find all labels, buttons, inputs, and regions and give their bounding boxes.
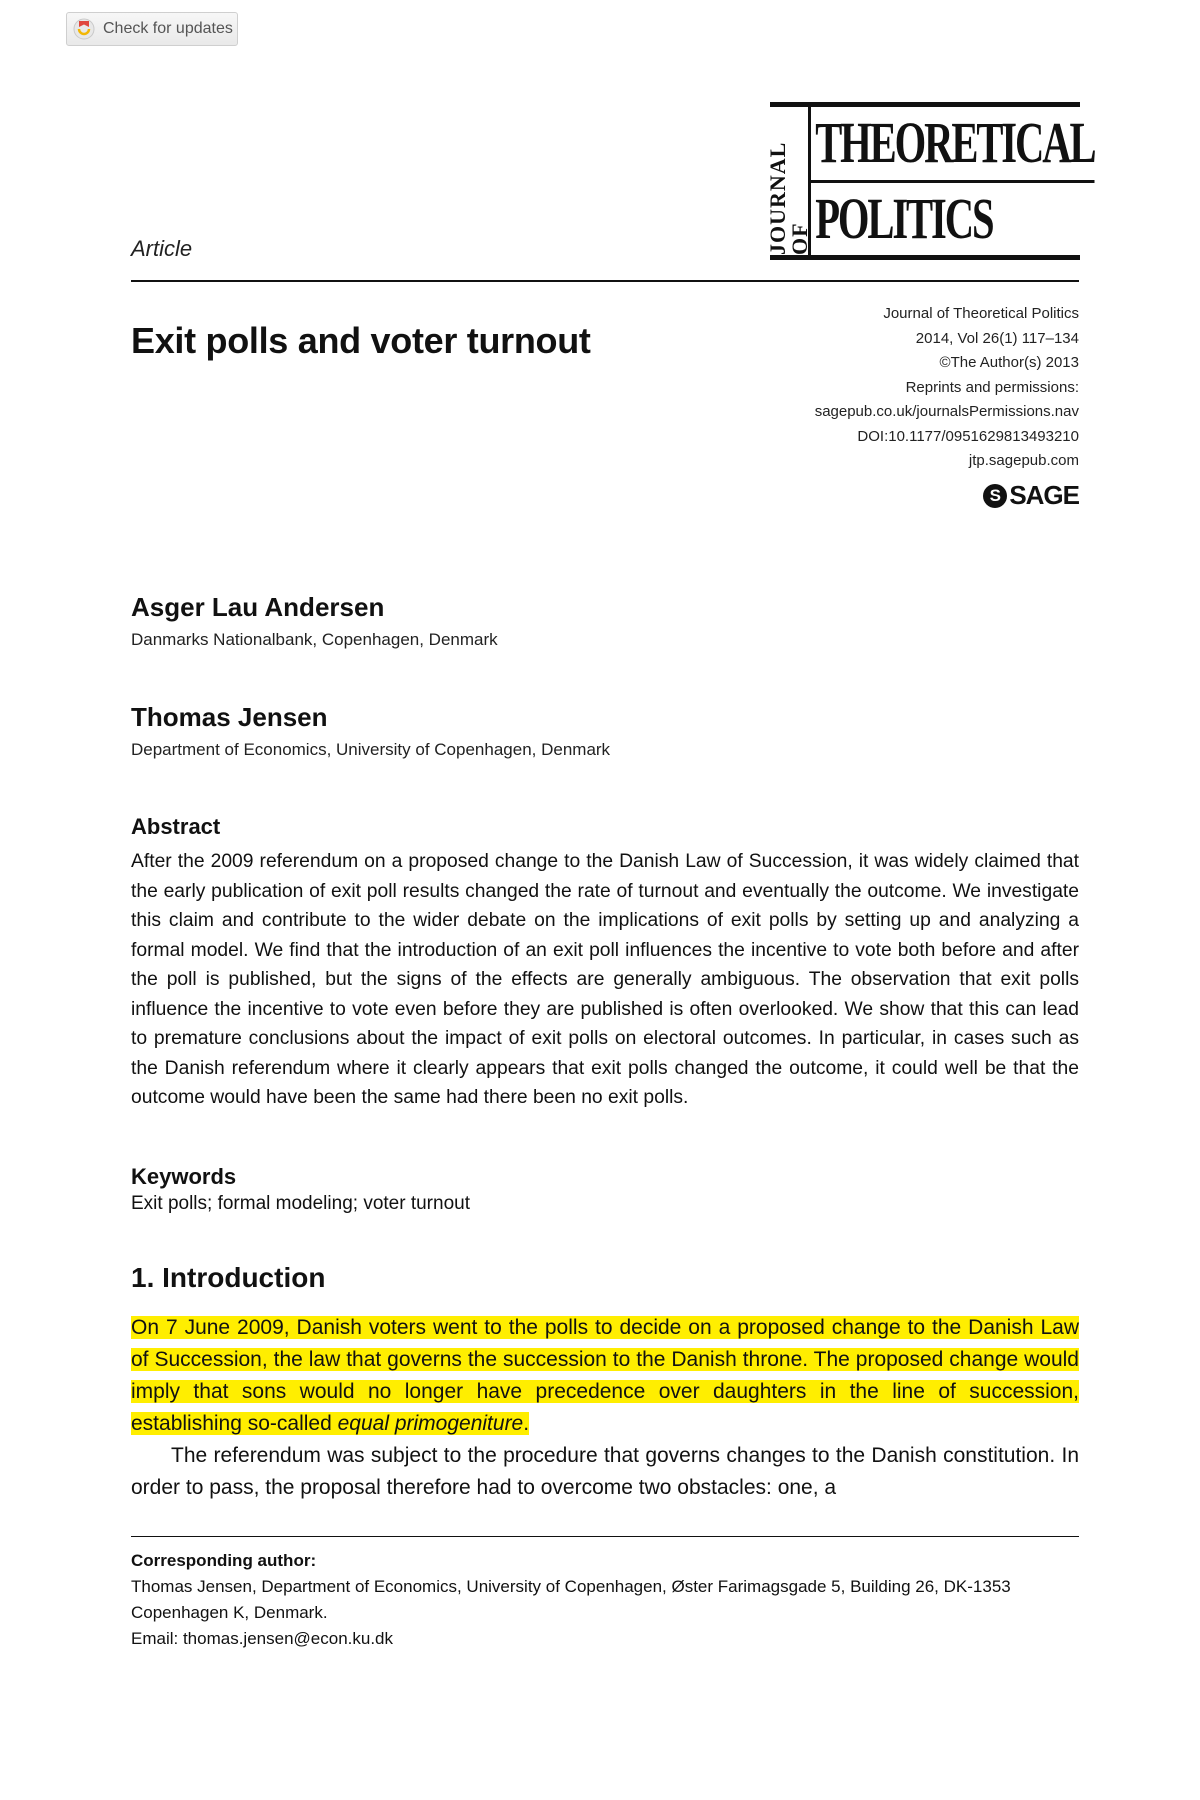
journal-logo-side — [765, 107, 812, 255]
meta-permissions-link[interactable]: sagepub.co.uk/journalsPermissions.nav — [814, 403, 1079, 420]
corresponding-author — [131, 1548, 1079, 1652]
corresponding-author-email[interactable]: Email: thomas.jensen@econ.ku.dk — [131, 1629, 393, 1648]
author-affiliation: Danmarks Nationalbank, Copenhagen, Denmark — [131, 630, 498, 649]
check-for-updates-button[interactable] — [66, 12, 238, 46]
introduction-body — [131, 1312, 1079, 1504]
meta-doi-link[interactable]: DOI:10.1177/0951629813493210 — [857, 427, 1079, 445]
sage-wordmark: SAGE — [1009, 480, 1079, 510]
highlighted-text[interactable]: On 7 June 2009, Danish voters went to the polls to decide on a proposed change to the Danish Law of Succession, the law that governs the succession to the Danish throne. The proposed change would imply that sons would no longer have precedence over daughters in the line of succession, establishing so-called equal primogeniture. — [131, 1316, 1079, 1435]
article-title: Exit polls and voter turnout — [131, 320, 591, 361]
abstract-heading: Abstract — [131, 814, 221, 839]
emphasis-term: equal primogeniture — [337, 1412, 524, 1435]
header-divider — [131, 280, 1079, 282]
intro-paragraph-1 — [131, 1312, 1079, 1440]
journal-logo-side-text: JOURNAL OF — [765, 142, 812, 255]
author-name: Asger Lau Andersen — [131, 592, 385, 622]
crossmark-icon — [73, 18, 95, 40]
corresponding-author-address: Thomas Jensen, Department of Economics, University of Copenhagen, Øster Farimagsgade 5, Building 26, DK-1353 Copenhagen K, Denmark. — [131, 1577, 1011, 1622]
meta-website-link[interactable]: jtp.sagepub.com — [968, 452, 1079, 469]
meta-volume: 2014, Vol 26(1) 117–134 — [915, 329, 1079, 347]
meta-journal: Journal of Theoretical Politics — [883, 305, 1079, 322]
sage-logo — [983, 480, 1079, 511]
journal-meta — [815, 302, 1079, 474]
journal-logo-line1: THEORETICAL — [811, 107, 1094, 183]
article-type-label: Article — [131, 236, 193, 261]
footnote-divider — [131, 1536, 1079, 1537]
introduction-heading: 1. Introduction — [131, 1262, 326, 1293]
sage-mark-icon: S — [983, 484, 1007, 508]
journal-logo-line2: POLITICS — [815, 185, 993, 251]
corresponding-author-heading: Corresponding author: — [131, 1551, 317, 1570]
keywords-text: Exit polls; formal modeling; voter turnout — [131, 1193, 470, 1214]
author-name: Thomas Jensen — [131, 702, 328, 732]
meta-reprints: Reprints and permissions: — [905, 378, 1079, 396]
author-affiliation: Department of Economics, University of Copenhagen, Denmark — [131, 740, 611, 759]
check-for-updates-label: Check for updates — [103, 20, 233, 37]
abstract-text: After the 2009 referendum on a proposed change to the Danish Law of Succession, it was widely claimed that the early publication of exit poll results changed the rate of turnout and eventually the outcome. We investigate this claim and contribute to the wider debate on the implications of exit polls by setting up and analyzing a formal model. We find that the introduction of an exit poll influences the incentive to vote both before and after the poll is published, but the signs of the effects are generally ambiguous. The observation that exit polls influence the incentive to vote even before they are published is often overlooked. We show that this can lead to premature conclusions about the impact of exit polls on electoral outcomes. In particular, in cases such as the Danish referendum where it clearly appears that exit polls changed the outcome, it could well be that the outcome would have been the same had there been no exit polls. — [131, 851, 1079, 1108]
journal-logo — [765, 102, 1095, 260]
meta-copyright: ©The Author(s) 2013 — [939, 354, 1079, 371]
keywords-heading: Keywords — [131, 1164, 237, 1189]
intro-paragraph-2: The referendum was subject to the procedure that governs changes to the Danish constitution. In order to pass, the proposal therefore had to overcome two obstacles: one, a — [131, 1444, 1079, 1499]
